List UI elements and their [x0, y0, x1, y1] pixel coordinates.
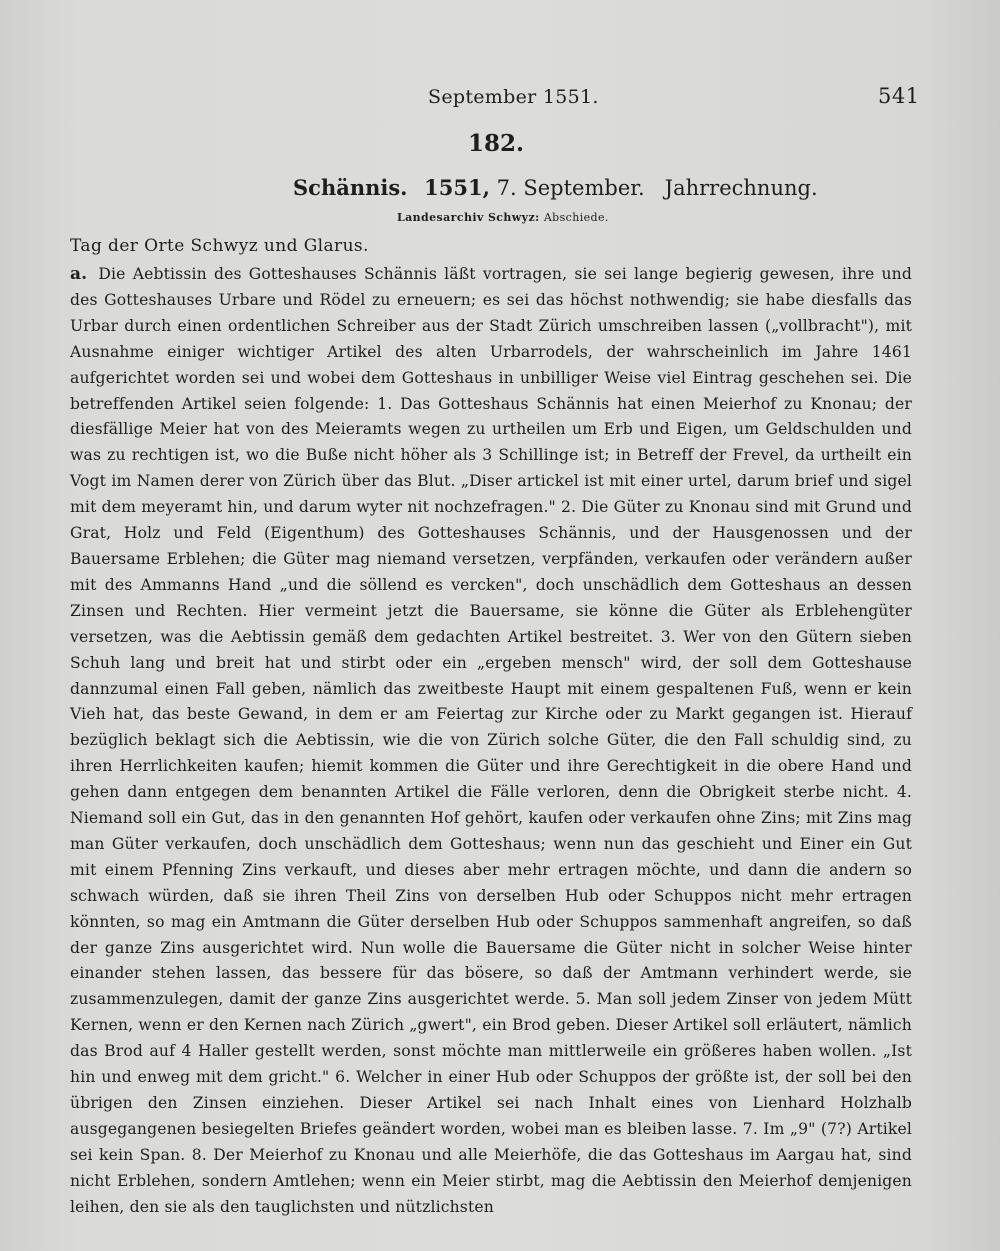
page-number: 541: [878, 84, 920, 108]
intro-line: Tag der Orte Schwyz und Glarus.: [70, 236, 369, 256]
body-paragraph: [70, 262, 912, 1221]
source-rest: Abschiede.: [543, 211, 609, 224]
document-number: 182.: [468, 130, 525, 157]
source-label: Landesarchiv Schwyz:: [397, 211, 540, 224]
body-text: Die Aebtissin des Gotteshauses Schännis läßt vortragen, sie sei lange begierig gewesen, ihre und des Gotteshauses Urbare und Rödel zu erneuern; es sei das höchst nothwendig; sie habe diesfalls das Urbar durch einen ordentlichen Schreiber aus der Stadt Zürich umschreiben lassen („vollbracht"), mit Ausnahme einiger wichtiger Artikel des alten Urbarrodels, der wahrscheinlich im Jahre 1461 aufgerichtet worden sei und wobei dem Gotteshaus in unbilliger Weise viel Eintrag geschehen sei. Die betreffenden Artikel seien folgende: 1. Das Gotteshaus Schännis hat einen Meierhof zu Knonau; der diesfällige Meier hat von des Meieramts wegen zu urtheilen um Erb und Eigen, um Geldschulden und was zu rechtigen ist, wo die Buße nicht höher als 3 Schillinge ist; in Betreff der Frevel, da urtheilt ein Vogt im Namen derer von Zürich über das Blut. „Diser artickel ist mit einer urtel, darum brief und sigel mit dem meyeramt hin, und darum wyter nit nochzefragen." 2. Die Güter zu Knonau sind mit Grund und Grat, Holz und Feld (Eigenthum) des Gotteshauses Schännis, und der Hausgenossen und der Bauersame Erblehen; die Güter mag niemand versetzen, verpfänden, verkaufen oder verändern außer mit des Ammanns Hand „und die söllend es vercken", doch unschädlich dem Gotteshaus an dessen Zinsen und Rechten. Hier vermeint jetzt die Bauersame, sie könne die Güter als Erblehengüter versetzen, was die Aebtissin gemäß dem gedachten Artikel bestreitet. 3. Wer von den Gütern sieben Schuh lang und breit hat und stirbt oder ein „ergeben mensch" wird, der soll dem Gotteshause dannzumal einen Fall geben, nämlich das zweitbeste Haupt mit einem gespaltenen Fuß, wenn er kein Vieh hat, das beste Gewand, in dem er am Feiertag zur Kirche oder zu Markt gegangen ist. Hierauf bezüglich beklagt sich die Aebtissin, wie die von Zürich solche Güter, die den Fall schuldig sind, zu ihren Herrlichkeiten kaufen; hiemit kommen die Güter und ihre Gerechtigkeit in die obere Hand und gehen dann entgegen dem benannten Artikel die Fälle verloren, denn die Obrigkeit sterbe nicht. 4. Niemand soll ein Gut, das in den genannten Hof gehört, kaufen oder verkaufen ohne Zins; mit Zins mag man Güter verkaufen, doch unschädlich dem Gotteshaus; wenn nun das geschieht und Einer ein Gut mit einem Pfenning Zins verkauft, und dieses aber mehr ertragen möchte, und dann die andern so schwach würden, daß sie ihren Theil Zins von derselben Hub oder Schuppos nicht mehr ertragen könnten, so mag ein Amtmann die Güter derselben Hub oder Schuppos sammenhaft angreifen, so daß der ganze Zins ausgerichtet wird. Nun wolle die Bauersame die Güter nicht in solcher Weise hinter einander stehen lassen, das bessere für das bösere, so daß der Amtmann verhindert werde, sie zusammenzulegen, damit der ganze Zins ausgerichtet werde. 5. Man soll jedem Zinser von jedem Mütt Kernen, wenn er den Kernen nach Zürich „gwert", ein Brod geben. Dieser Artikel soll erläutert, nämlich das Brod auf 4 Haller gestellt werden, sonst möchte man mittlerweile ein größeres haben wollen. „Ist hin und enweg mit dem gricht." 6. Welcher in einer Hub oder Schuppos der größte ist, der soll bei den übrigen den Zinsen einziehen. Dieser Artikel sei nach Inhalt eines von Lienhard Holzhalb ausgegangenen besiegelten Briefes geändert worden, wobei man es bleiben lasse. 7. Im „9" (7?) Artikel sei kein Span. 8. Der Meierhof zu Knonau und alle Meierhöfe, die das Gotteshaus im Aargau hat, sind nicht Erblehen, sondern Amtlehen; wenn ein Meier stirbt, mag die Aebtissin den Meierhof demjenigen leihen, den sie als den tauglichsten und nützlichsten: [70, 265, 912, 1216]
document-heading: [293, 175, 818, 200]
running-title: September 1551.: [428, 86, 599, 108]
source-note: [397, 211, 609, 224]
heading-place: Schännis.: [293, 175, 408, 200]
heading-date-type: 7. September. Jahrrechnung.: [496, 176, 818, 200]
paragraph-mark: a.: [70, 264, 88, 284]
heading-year: 1551,: [424, 175, 490, 200]
